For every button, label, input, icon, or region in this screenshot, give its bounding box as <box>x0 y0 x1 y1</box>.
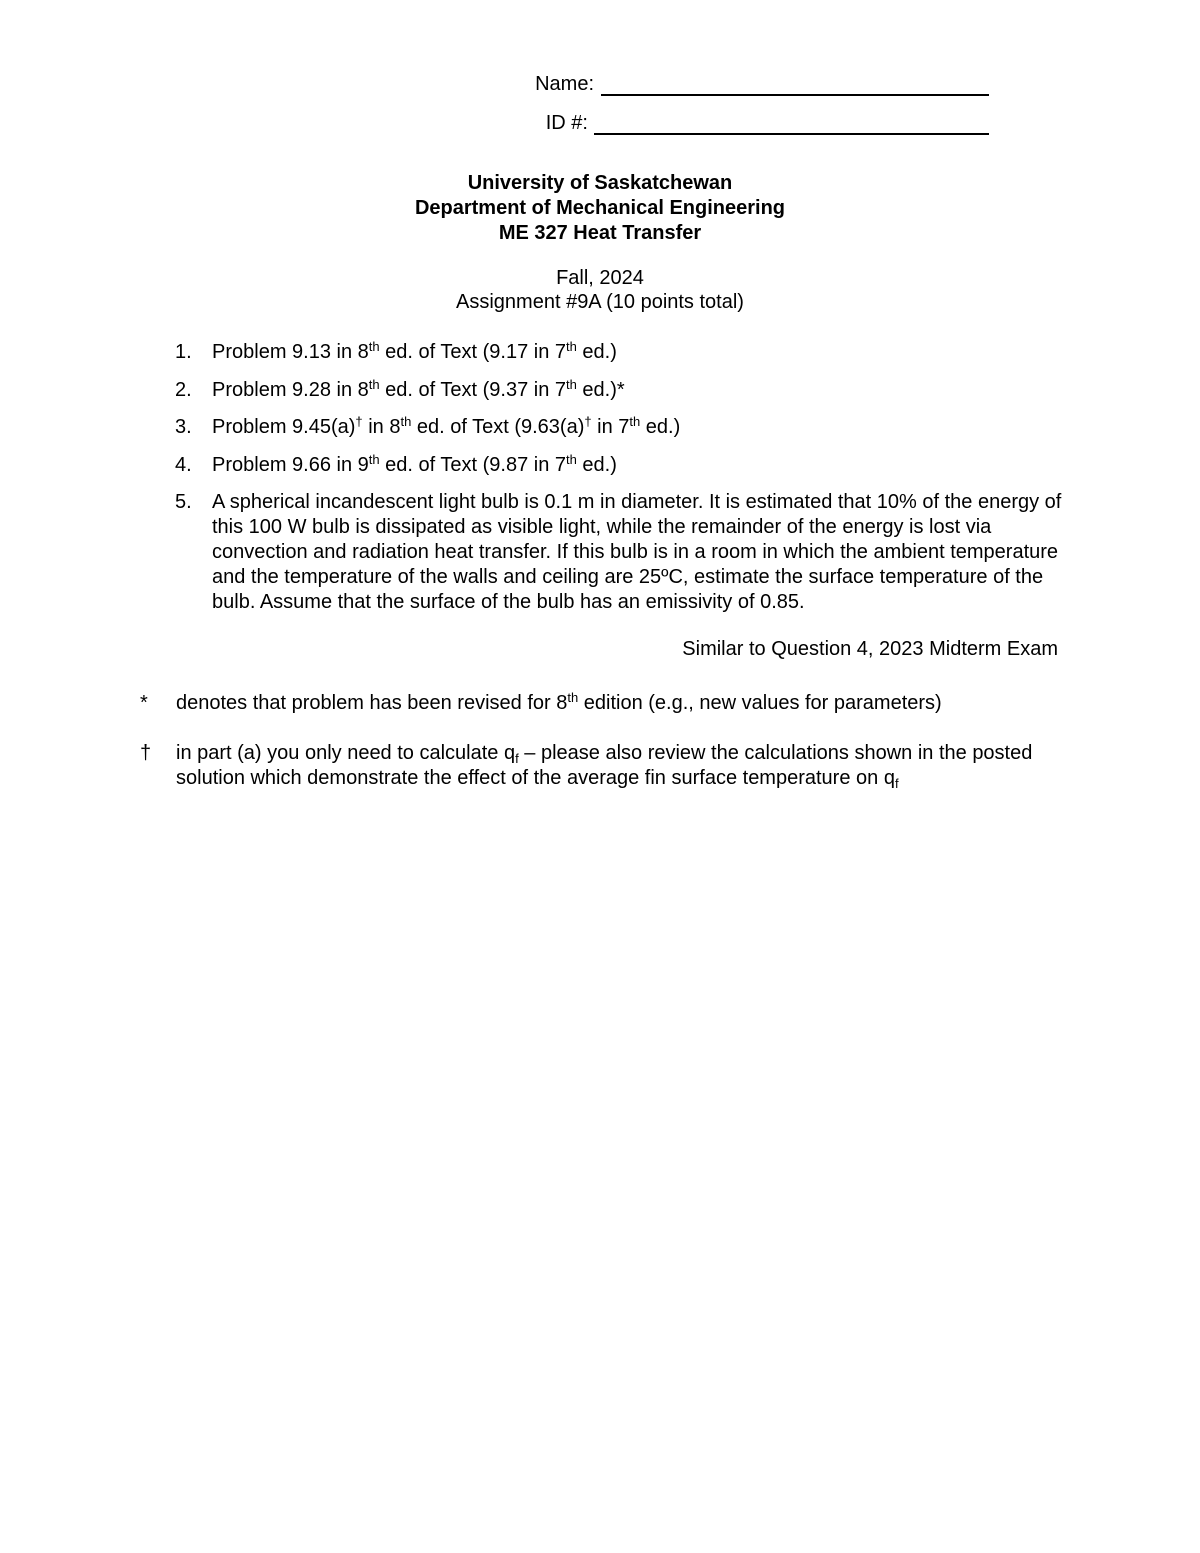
problem-text-part: ed.)* <box>576 378 625 401</box>
problem-text-part: Problem 9.28 in 8 <box>212 378 369 401</box>
university-title: University of Saskatchewan <box>467 172 733 194</box>
footnote-asterisk <box>140 691 1040 716</box>
problem-number: 5. <box>175 491 192 513</box>
problem-text <box>212 340 1065 365</box>
problem-item <box>175 415 1065 440</box>
problem-text-part: ed. of Text (9.37 in 7 <box>379 378 567 401</box>
problem-number: 4. <box>175 453 192 476</box>
superscript: th <box>368 376 380 392</box>
problem-text-part: ed. of Text (9.63(a) <box>411 416 585 438</box>
footnote-text <box>176 691 1040 716</box>
superscript: th <box>567 690 579 705</box>
problem-source-note: Similar to Question 4, 2023 Midterm Exam <box>682 638 1058 660</box>
superscript: th <box>368 451 380 467</box>
problem-number: 3. <box>175 416 192 438</box>
id-blank-line <box>594 133 989 135</box>
problem-text: A spherical incandescent light bulb is 0.1 m in diameter. It is estimated that 10% of the energy of this 100 W bulb is dissipated as visible light, while the remainder of the energy is lost via convection and radiation heat transfer. If this bulb is in a room in which the ambient temperature and the temperature of the walls and ceiling are 25ºC, estimate the surface temperature of the bulb. Assume that the surface of the bulb has an emissivity of 0.85. <box>212 491 1062 613</box>
id-field-row <box>0 111 1200 141</box>
problem-text-part: ed. of Text (9.17 in 7 <box>379 341 567 363</box>
superscript: th <box>566 376 577 392</box>
assignment-title: Assignment #9A (10 points total) <box>456 291 744 313</box>
problem-item <box>175 490 1065 615</box>
problem-item <box>175 453 1065 478</box>
problem-text-part: ed. of Text (9.87 in 7 <box>379 453 567 476</box>
superscript: † <box>355 414 363 429</box>
footnote-text-part: in part (a) you only need to calculate q <box>176 742 516 764</box>
footnote-text-part: denotes that problem has been revised for 8 <box>176 692 568 714</box>
name-label: Name: <box>535 73 594 95</box>
problem-text <box>212 378 1065 403</box>
problem-text-part: ed.) <box>640 416 681 438</box>
problem-text <box>212 453 1065 478</box>
asterisk-symbol: * <box>140 692 148 714</box>
superscript: th <box>629 414 641 429</box>
footnote-text-part: – please also review the calculations shown in the posted solution which demonstrate the effect of the average fin surface temperature on q <box>176 742 1033 789</box>
term-text: Fall, 2024 <box>556 267 644 289</box>
problem-text-part: Problem 9.13 in 8 <box>212 341 369 363</box>
superscript: th <box>566 451 577 467</box>
problem-number: 2. <box>175 378 192 401</box>
problem-text <box>212 415 1065 440</box>
problem-text-part: ed.) <box>576 341 617 363</box>
problem-text-part: in 7 <box>591 416 630 438</box>
problem-list <box>175 340 1065 628</box>
dagger-symbol: † <box>140 742 152 764</box>
problem-item <box>175 340 1065 365</box>
footnote-dagger <box>140 741 1040 791</box>
problem-text-part: Problem 9.66 in 9 <box>212 453 369 476</box>
name-blank-line <box>601 94 989 96</box>
problem-text-part: ed.) <box>576 453 617 476</box>
department-title: Department of Mechanical Engineering <box>414 197 786 219</box>
problem-text-part: Problem 9.45(a) <box>212 416 356 438</box>
subscript: f <box>515 751 519 766</box>
superscript: th <box>368 339 380 354</box>
footnote-text-part: edition (e.g., new values for parameters) <box>578 692 942 714</box>
footnote-text <box>176 741 1040 791</box>
problem-number: 1. <box>175 341 192 363</box>
problem-text-part: in 8 <box>362 416 401 438</box>
course-title: ME 327 Heat Transfer <box>498 222 702 244</box>
id-label: ID #: <box>545 112 588 134</box>
superscript: th <box>566 339 577 354</box>
problem-item <box>175 378 1065 403</box>
superscript: th <box>400 414 412 429</box>
subscript: f <box>894 776 899 791</box>
superscript: † <box>584 414 592 429</box>
name-field-row <box>0 72 1200 102</box>
